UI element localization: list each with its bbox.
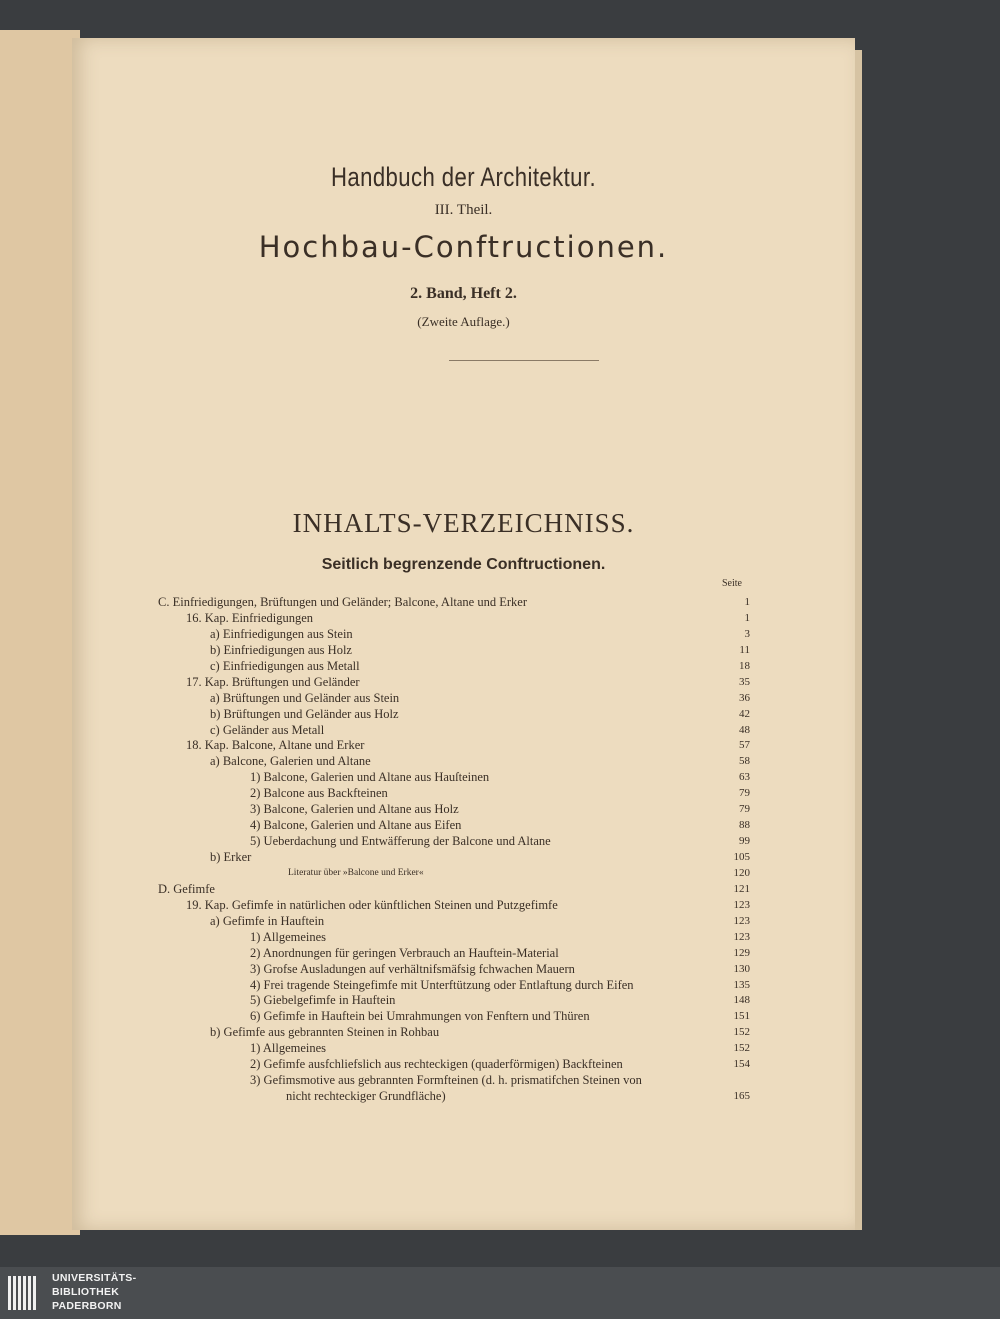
toc-entry [158, 690, 750, 707]
toc-entry-label: 17. Kap. Brüftungen und Geländer [186, 674, 360, 689]
toc-entry-page: 1 [744, 611, 750, 624]
seite-label: Seite [722, 578, 742, 589]
toc-entry [158, 977, 750, 994]
toc-entry [158, 802, 750, 818]
toc-entry-page: 79 [739, 787, 750, 800]
toc-entry-label: 4) Balcone, Galerien und Altane aus Eifen [250, 818, 462, 833]
toc-entry-label: 2) Anordnungen für geringen Verbrauch an Hauftein-Material [250, 945, 559, 960]
library-footer [0, 1267, 1000, 1319]
toc-entry [158, 626, 750, 643]
toc-entry-page: 120 [733, 866, 750, 879]
toc-entry-page: 129 [733, 946, 750, 959]
toc-entry-label: 1) Balcone, Galerien und Altane aus Hauſteinen [250, 770, 490, 785]
toc-entry-label: 4) Frei tragende Steingefimfe mit Unterftützung oder Entlaftung durch Eifen [250, 977, 634, 992]
library-name-line3: PADERBORN [52, 1300, 122, 1312]
toc-entry-label: 2) Gefimfe ausfchliefslich aus rechteckigen (quaderförmigen) Backfteinen [250, 1057, 623, 1072]
handbook-title: Handbuch der Architektur. [330, 162, 597, 192]
toc-entry-label: a) Gefimfe in Hauftein [210, 913, 325, 928]
toc-entry-page: 99 [739, 835, 750, 848]
toc-entry-page: 151 [733, 1010, 750, 1023]
toc-entry [158, 786, 750, 802]
library-name-line2: BIBLIOTHEK [52, 1286, 120, 1298]
toc-entry-label: 6) Gefimfe in Hauftein bei Umrahmungen von Fenftern und Thüren [250, 1009, 590, 1024]
toc-entry-page: 79 [739, 803, 750, 816]
toc-entry-page: 130 [733, 962, 750, 975]
toc-entry-page: 148 [733, 994, 750, 1007]
toc-entry [158, 595, 750, 611]
toc-entry-page: 123 [733, 930, 750, 943]
toc-entry [158, 738, 750, 754]
toc-entry-label: a) Einfriedigungen aus Stein [210, 626, 353, 641]
toc-entry-page: 18 [739, 659, 750, 672]
toc-entry [158, 642, 750, 659]
toc-entry-page: 152 [733, 1042, 750, 1055]
toc-entry [158, 1025, 750, 1041]
toc-entry-label: 1) Allgemeines [250, 929, 327, 944]
toc-entry-label: 16. Kap. Einfriedigungen [186, 610, 314, 625]
toc-entry [158, 1009, 750, 1025]
toc-entry [158, 674, 750, 691]
toc-entry-label: b) Brüftungen und Geländer aus Holz [210, 706, 399, 721]
toc-entry-label: 2) Balcone aus Backfteinen [250, 786, 388, 801]
toc-entry [158, 1089, 750, 1113]
toc-entry-label: a) Balcone, Galerien und Altane [210, 754, 371, 769]
toc-entry [158, 1057, 750, 1073]
toc-entry-page: 105 [733, 851, 750, 863]
book-spine [0, 30, 80, 1235]
toc-entry-label: a) Brüftungen und Geländer aus Stein [210, 690, 400, 705]
divider-rule [449, 360, 599, 361]
toc-entry-page: 123 [733, 914, 750, 927]
toc-entry [158, 881, 750, 898]
toc-entry [158, 961, 750, 978]
toc-entry [158, 929, 750, 946]
toc-entry-page: 58 [739, 755, 750, 768]
toc-entry [158, 818, 750, 834]
toc-entry-page: 36 [739, 691, 750, 704]
toc-entry-label: 5) Giebelgefimfe in Hauftein [250, 993, 396, 1008]
toc-entry-page: 154 [733, 1058, 750, 1071]
toc-entry [158, 1073, 738, 1089]
toc-heading: INHALTS-VERZEICHNISS. [292, 508, 635, 538]
toc-entry [158, 610, 750, 627]
toc-entry-label: 1) Allgemeines [250, 1041, 327, 1056]
toc-entry [158, 658, 750, 675]
toc-entry [158, 1041, 750, 1057]
toc-entry [158, 706, 750, 723]
toc-entry-label: D. Gefimfe [158, 881, 215, 896]
toc-entry [158, 834, 750, 850]
toc-entry-label: nicht rechteckiger Grundfläche) [286, 1089, 446, 1104]
toc-entry-label: b) Erker [210, 850, 252, 864]
toc-entry [158, 897, 750, 914]
section-heading: Seitlich begrenzende Conftructionen. [321, 556, 606, 573]
toc-entry-label: 3) Grofse Ausladungen auf verhältnifsmäfsig fchwachen Mauern [250, 961, 575, 976]
toc-entry [158, 722, 750, 739]
toc-entry-label: 18. Kap. Balcone, Altane und Erker [186, 738, 365, 753]
toc-entry-page: 57 [739, 739, 750, 752]
toc-entry-page: 88 [739, 819, 750, 832]
band-label: 2. Band, Heft 2. [410, 285, 517, 302]
toc-entry-label: b) Gefimfe aus gebrannten Steinen in Rohbau [210, 1025, 440, 1040]
toc-entry-label: 19. Kap. Gefimfe in natürlichen oder künftlichen Steinen und Putzgefimfe [186, 897, 558, 912]
toc-entry-page: 48 [739, 723, 750, 736]
toc-entry [158, 913, 750, 930]
toc-entry [158, 754, 750, 770]
toc-entry-page: 121 [733, 882, 750, 895]
library-name-line1: UNIVERSITÄTS- [52, 1272, 137, 1284]
toc-entry-label: 5) Ueberdachung und Entwäfferung der Balcone und Altane [250, 834, 551, 849]
toc-entry-page: 35 [739, 675, 750, 688]
toc-entry-page: 3 [744, 627, 750, 640]
toc-entry [158, 866, 750, 882]
book-page [72, 38, 855, 1230]
volume-title: Hochbau-Conftructionen. [258, 230, 669, 264]
toc-entry [158, 945, 750, 962]
toc-entry-label: 3) Gefimsmotive aus gebrannten Formfteinen (d. h. prismatifchen Steinen von [250, 1073, 642, 1088]
toc-entry-page: 11 [739, 643, 750, 656]
toc-entry-label: Literatur über »Balcone und Erker« [288, 867, 424, 878]
toc-entry-page: 152 [733, 1026, 750, 1039]
toc-entry-page: 135 [733, 978, 750, 991]
toc-entry [158, 850, 750, 866]
toc-entry-label: c) Geländer aus Metall [210, 722, 325, 737]
toc-entry-label: b) Einfriedigungen aus Holz [210, 642, 352, 657]
part-label: III. Theil. [434, 202, 493, 218]
toc-entry [158, 770, 750, 786]
toc-entry-page: 123 [733, 898, 750, 911]
toc-entry-page: 1 [744, 596, 750, 608]
toc-entry-label: 3) Balcone, Galerien und Altane aus Holz [250, 802, 459, 817]
toc-entry-label: c) Einfriedigungen aus Metall [210, 658, 360, 673]
toc-entry-page: 42 [739, 707, 750, 720]
toc-entry-label: C. Einfriedigungen, Brüftungen und Geländer; Balcone, Altane und Erker [158, 595, 527, 609]
toc-entry [158, 993, 750, 1009]
toc-entry-page: 165 [733, 1090, 750, 1103]
toc-list [158, 595, 750, 1113]
library-logo-icon [8, 1276, 44, 1310]
toc-entry-page: 63 [739, 771, 750, 784]
edition-label: (Zweite Auflage.) [417, 314, 510, 329]
